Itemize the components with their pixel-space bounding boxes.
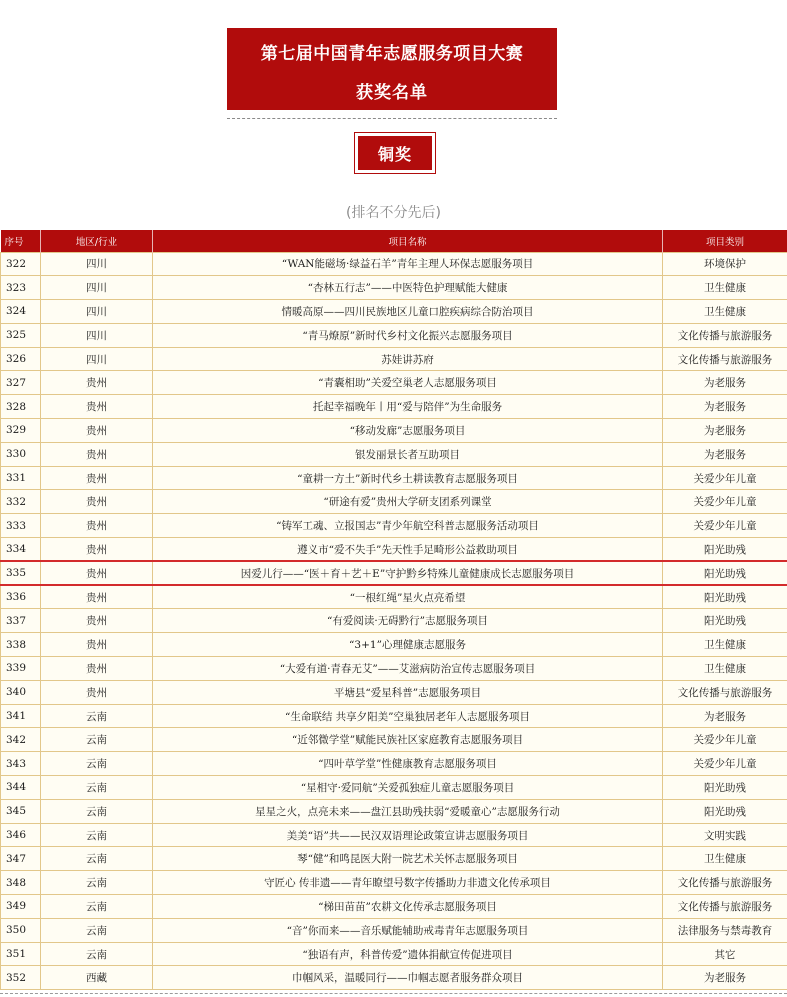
award-label: 铜奖: [358, 136, 432, 170]
cell-no: 343: [1, 752, 41, 776]
cell-no: 349: [1, 895, 41, 919]
table-row: [1, 871, 787, 895]
cell-region: 云南: [41, 918, 153, 942]
cell-region: 贵州: [41, 609, 153, 633]
cell-region: 贵州: [41, 538, 153, 562]
cell-category: 环境保护: [663, 252, 787, 276]
cell-no: 345: [1, 799, 41, 823]
cell-no: 340: [1, 680, 41, 704]
cell-no: 333: [1, 514, 41, 538]
cell-no: 344: [1, 776, 41, 800]
cell-no: 346: [1, 823, 41, 847]
table-row: [1, 704, 787, 728]
cell-project-name: “独语有声，科普传爱”遗体捐献宣传促进项目: [153, 942, 663, 966]
table-row: [1, 823, 787, 847]
cell-region: 四川: [41, 347, 153, 371]
cell-category: 文化传播与旅游服务: [663, 680, 787, 704]
cell-region: 贵州: [41, 514, 153, 538]
cell-project-name: “青马燎原”新时代乡村文化振兴志愿服务项目: [153, 323, 663, 347]
cell-project-name: 情暖高原——四川民族地区儿童口腔疾病综合防治项目: [153, 300, 663, 324]
cell-no: 342: [1, 728, 41, 752]
cell-project-name: 美美“语”共——民汉双语理论政策宣讲志愿服务项目: [153, 823, 663, 847]
cell-category: 为老服务: [663, 704, 787, 728]
cell-project-name: 因爱儿行——“医＋育＋艺＋E”守护黔乡特殊儿童健康成长志愿服务项目: [153, 561, 663, 585]
cell-category: 阳光助残: [663, 538, 787, 562]
cell-region: 云南: [41, 704, 153, 728]
cell-region: 四川: [41, 323, 153, 347]
cell-project-name: “音”你而来——音乐赋能辅助戒毒青年志愿服务项目: [153, 918, 663, 942]
cell-no: 335: [1, 561, 41, 585]
cell-project-name: “星相守·爱同航”关爱孤独症儿童志愿服务项目: [153, 776, 663, 800]
table-row: [1, 466, 787, 490]
cell-no: 328: [1, 395, 41, 419]
cell-region: 贵州: [41, 680, 153, 704]
cell-project-name: “移动发廊”志愿服务项目: [153, 419, 663, 443]
cell-category: 阳光助残: [663, 609, 787, 633]
cell-category: 阳光助残: [663, 561, 787, 585]
cell-no: 338: [1, 633, 41, 657]
cell-no: 332: [1, 490, 41, 514]
cell-project-name: 托起幸福晚年丨用“爱与陪伴”为生命服务: [153, 395, 663, 419]
table-row: [1, 514, 787, 538]
col-header-name: 项目名称: [153, 230, 663, 252]
cell-no: 339: [1, 657, 41, 681]
cell-project-name: 苏娃讲苏府: [153, 347, 663, 371]
cell-no: 330: [1, 442, 41, 466]
cell-project-name: “生命联结 共享夕阳美”空巢独居老年人志愿服务项目: [153, 704, 663, 728]
cell-project-name: 遵义市“爱不失手”先天性手足畸形公益救助项目: [153, 538, 663, 562]
table-row: [1, 347, 787, 371]
cell-region: 贵州: [41, 371, 153, 395]
cell-project-name: 守匠心 传非遗——青年瞭望号数字传播助力非遗文化传承项目: [153, 871, 663, 895]
cell-no: 325: [1, 323, 41, 347]
cell-category: 关爱少年儿童: [663, 752, 787, 776]
cell-category: 关爱少年儿童: [663, 728, 787, 752]
table-row: [1, 585, 787, 609]
table-row: [1, 895, 787, 919]
cell-project-name: 巾帼风采，温暖同行——巾帼志愿者服务群众项目: [153, 966, 663, 990]
cell-category: 为老服务: [663, 442, 787, 466]
cell-category: 为老服务: [663, 419, 787, 443]
cell-category: 文化传播与旅游服务: [663, 871, 787, 895]
cell-region: 云南: [41, 752, 153, 776]
cell-region: 云南: [41, 799, 153, 823]
cell-region: 四川: [41, 276, 153, 300]
cell-category: 阳光助残: [663, 776, 787, 800]
table-row: [1, 633, 787, 657]
cell-region: 云南: [41, 776, 153, 800]
cell-project-name: “大爱有道·青春无艾”——艾滋病防治宣传志愿服务项目: [153, 657, 663, 681]
cell-category: 文化传播与旅游服务: [663, 895, 787, 919]
cell-project-name: “梯田苗苗”农耕文化传承志愿服务项目: [153, 895, 663, 919]
cell-no: 348: [1, 871, 41, 895]
cell-region: 云南: [41, 871, 153, 895]
cell-no: 336: [1, 585, 41, 609]
cell-category: 文化传播与旅游服务: [663, 323, 787, 347]
cell-no: 323: [1, 276, 41, 300]
table-row: [1, 942, 787, 966]
table-row: [1, 752, 787, 776]
table-row: [1, 918, 787, 942]
cell-region: 云南: [41, 847, 153, 871]
cell-project-name: “近邻微学堂”赋能民族社区家庭教育志愿服务项目: [153, 728, 663, 752]
table-body: [1, 252, 787, 990]
cell-project-name: “青囊相助”关爱空巢老人志愿服务项目: [153, 371, 663, 395]
cell-no: 347: [1, 847, 41, 871]
table-row: [1, 847, 787, 871]
cell-project-name: “童耕一方土”新时代乡土耕读教育志愿服务项目: [153, 466, 663, 490]
table-row: [1, 490, 787, 514]
cell-category: 关爱少年儿童: [663, 514, 787, 538]
title-line-1: 第七届中国青年志愿服务项目大赛: [260, 44, 524, 64]
cell-no: 352: [1, 966, 41, 990]
table-row: [1, 799, 787, 823]
cell-category: 卫生健康: [663, 657, 787, 681]
table-row: [1, 561, 787, 585]
table-row: [1, 371, 787, 395]
cell-category: 文明实践: [663, 823, 787, 847]
cell-category: 文化传播与旅游服务: [663, 347, 787, 371]
bottom-divider: [0, 993, 787, 994]
table-header-row: [1, 230, 787, 252]
cell-category: 卫生健康: [663, 276, 787, 300]
cell-category: 为老服务: [663, 966, 787, 990]
cell-no: 322: [1, 252, 41, 276]
table-row: [1, 657, 787, 681]
table-row: [1, 300, 787, 324]
cell-region: 贵州: [41, 561, 153, 585]
cell-category: 卫生健康: [663, 300, 787, 324]
cell-region: 云南: [41, 728, 153, 752]
table-row: [1, 276, 787, 300]
cell-category: 为老服务: [663, 395, 787, 419]
cell-region: 云南: [41, 895, 153, 919]
cell-no: 351: [1, 942, 41, 966]
cell-category: 为老服务: [663, 371, 787, 395]
cell-category: 阳光助残: [663, 799, 787, 823]
table-row: [1, 442, 787, 466]
table-row: [1, 609, 787, 633]
title-line-2: 获奖名单: [356, 83, 428, 103]
table-row: [1, 538, 787, 562]
cell-project-name: 琴“健”和鸣昆医大附一院艺术关怀志愿服务项目: [153, 847, 663, 871]
cell-region: 贵州: [41, 657, 153, 681]
cell-region: 贵州: [41, 585, 153, 609]
cell-region: 西藏: [41, 966, 153, 990]
cell-region: 云南: [41, 942, 153, 966]
cell-region: 贵州: [41, 466, 153, 490]
table-row: [1, 728, 787, 752]
cell-no: 334: [1, 538, 41, 562]
title-banner: [227, 28, 557, 110]
cell-no: 341: [1, 704, 41, 728]
cell-category: 卫生健康: [663, 847, 787, 871]
title-divider: [227, 118, 557, 119]
cell-category: 关爱少年儿童: [663, 466, 787, 490]
cell-project-name: “铸军工魂、立报国志”青少年航空科普志愿服务活动项目: [153, 514, 663, 538]
col-header-category: 项目类别: [663, 230, 787, 252]
ranking-note: (排名不分先后): [346, 205, 441, 221]
cell-project-name: “杏林五行志”——中医特色护理赋能大健康: [153, 276, 663, 300]
cell-project-name: “四叶草学堂”性健康教育志愿服务项目: [153, 752, 663, 776]
cell-project-name: “一根红绳”星火点亮希望: [153, 585, 663, 609]
cell-project-name: “研途有爱”贵州大学研支团系列课堂: [153, 490, 663, 514]
cell-category: 阳光助残: [663, 585, 787, 609]
cell-project-name: 平塘县“爱星科普”志愿服务项目: [153, 680, 663, 704]
cell-project-name: “3+1”心理健康志愿服务: [153, 633, 663, 657]
table-row: [1, 323, 787, 347]
table-row: [1, 395, 787, 419]
cell-category: 法律服务与禁毒教育: [663, 918, 787, 942]
cell-no: 337: [1, 609, 41, 633]
cell-region: 云南: [41, 823, 153, 847]
col-header-region: 地区/行业: [41, 230, 153, 252]
cell-no: 324: [1, 300, 41, 324]
award-table: [0, 230, 787, 990]
cell-no: 327: [1, 371, 41, 395]
cell-no: 331: [1, 466, 41, 490]
award-badge: [354, 132, 436, 174]
cell-region: 贵州: [41, 442, 153, 466]
cell-region: 贵州: [41, 633, 153, 657]
table-row: [1, 680, 787, 704]
cell-category: 卫生健康: [663, 633, 787, 657]
cell-project-name: 星星之火，点亮未来——盘江县助残扶弱“爱暖童心”志愿服务行动: [153, 799, 663, 823]
cell-no: 329: [1, 419, 41, 443]
cell-project-name: “WAN能磁场·绿益石羊”青年主理人环保志愿服务项目: [153, 252, 663, 276]
cell-category: 其它: [663, 942, 787, 966]
table-row: [1, 419, 787, 443]
cell-project-name: 银发丽景长者互助项目: [153, 442, 663, 466]
cell-category: 关爱少年儿童: [663, 490, 787, 514]
cell-region: 四川: [41, 300, 153, 324]
cell-no: 326: [1, 347, 41, 371]
table-row: [1, 966, 787, 990]
cell-no: 350: [1, 918, 41, 942]
cell-region: 贵州: [41, 419, 153, 443]
cell-region: 四川: [41, 252, 153, 276]
cell-region: 贵州: [41, 395, 153, 419]
table-row: [1, 776, 787, 800]
col-header-no: 序号: [1, 230, 41, 252]
cell-region: 贵州: [41, 490, 153, 514]
table-row: [1, 252, 787, 276]
cell-project-name: “有爱阅读·无碍黔行”志愿服务项目: [153, 609, 663, 633]
